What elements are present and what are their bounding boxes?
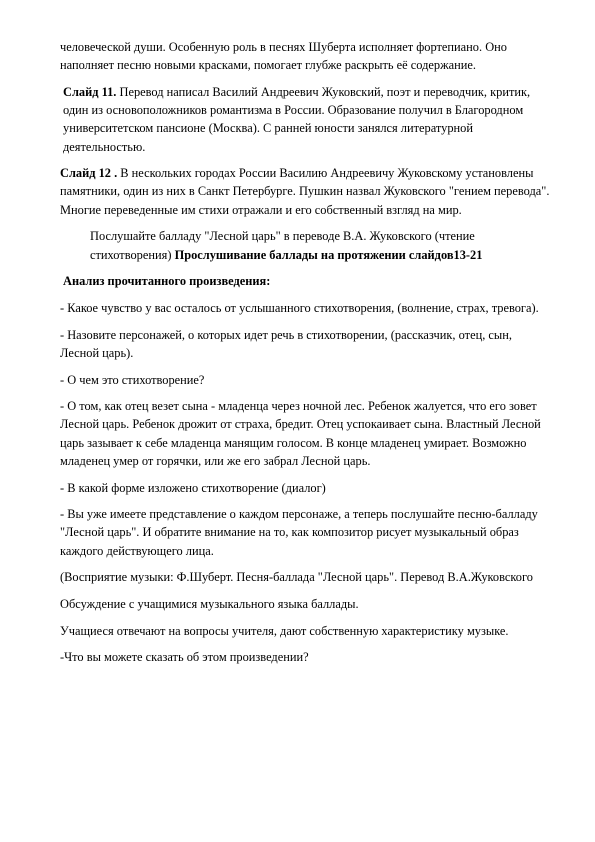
listen-paragraph [60,227,550,263]
listen-text: Послушайте балладу "Лесной царь" в переводе В.А. Жуковского (чтение стихотворения) [90,229,475,262]
question-2: - Назовите персонажей, о которых идет речь в стихотворении, (рассказчик, отец, сын, Лесной царь). [60,327,512,360]
question-3: - О чем это стихотворение? [60,372,205,387]
question-5: -Что вы можете сказать об этом произведении? [60,650,309,665]
answer-3: - О том, как отец везет сына - младенца через ночной лес. Ребенок жалуется, что его зовет Лесной царь. Ребенок дрожит от страха, бредит. Отец успокаивает сына. Властный Лесной царь зазывает к себе младенца манящим голосом. В конце младенец умирает. Возможно младенец умер от горячки, или же его забрал Лесной царь. [60,399,541,468]
slide-12-text: В нескольких городах России Василию Андреевичу Жуковскому установлены памятники, один из них в Санкт Петербурге. Пушкин назвал Жуковского "гением перевода". Многие переведенные им стихи отражали и его собственный взгляд на мир. [60,166,550,217]
students-paragraph: Учащиеся отвечают на вопросы учителя, дают собственную характеристику музыке. [60,623,509,638]
intro-paragraph: человеческой души. Особенную роль в песнях Шуберта исполняет фортепиано. Оно наполняет песню новыми красками, помогает глубже раскрыть её содержание. [60,40,507,73]
slide-11-text: Перевод написал Василий Андреевич Жуковский, поэт и переводчик, критик, один из основоположников романтизма в России. Образование получил в Благородном университетском пансионе (Москва). С ранней юности занялся литературной деятельностью. [63,84,531,154]
listen-bold: Прослушивание баллады на протяжении слайдов13-21 [174,247,483,262]
slide-12-label: Слайд 12 . [60,166,118,181]
slide-11-label: Слайд 11. [63,84,117,99]
discussion-paragraph: Обсуждение с учащимися музыкального языка баллады. [60,597,359,612]
slide-11-paragraph [60,83,550,156]
music-perception-paragraph: (Восприятие музыки: Ф.Шуберт. Песня-баллада "Лесной царь". Перевод В.А.Жуковского [60,570,533,585]
question-4: - В какой форме изложено стихотворение (диалог) [60,480,326,495]
slide-12-paragraph [60,164,550,219]
document-page [60,38,550,675]
question-1: - Какое чувство у вас осталось от услышанного стихотворения, (волнение, страх, тревога). [60,300,539,315]
analysis-heading [60,272,550,290]
analysis-heading-text: Анализ прочитанного произведения: [63,274,271,289]
listen-song-paragraph: - Вы уже имеете представление о каждом персонаже, а теперь послушайте песню-балладу "Лесной царь". И обратите внимание на то, как композитор рисует музыкальный образ каждого действующего лица. [60,507,538,558]
